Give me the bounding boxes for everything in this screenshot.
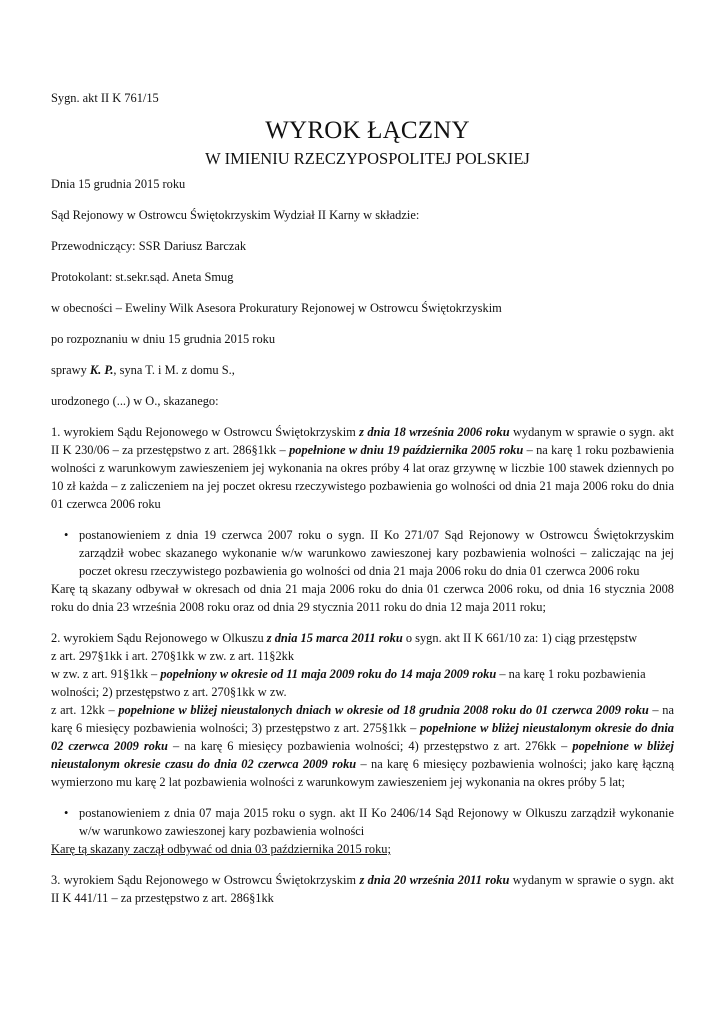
bullet-icon: •: [64, 528, 69, 542]
conviction-3-text: wydanym w sprawie o sygn. akt II K 441/11 – za przestępstwo z art. 286§1kk: [51, 873, 674, 905]
prosecutor-presence: w obecności – Eweliny Wilk Asesora Prokuratury Rejonowej w Ostrowcu Świętokrzyskim: [51, 301, 502, 315]
court-composition: Sąd Rejonowy w Ostrowcu Świętokrzyskim Wydział II Karny w składzie:: [51, 208, 420, 222]
conviction-3-date: z dnia 20 września 2011 roku: [359, 873, 510, 887]
order-text: postanowieniem z dnia 07 maja 2015 roku o sygn. akt II Ko 2406/14 Sąd Rejonowy w Olkuszu zarządził wykonanie w/w warunkowo zawieszonej kary pozbawienia wolności: [79, 806, 674, 838]
conviction-3-text: 3. wyrokiem Sądu Rejonowego w Ostrowcu Świętokrzyskim: [51, 873, 360, 887]
conviction-2-orders: [51, 804, 674, 840]
defendant-name: K. P.: [89, 363, 114, 377]
conviction-2: [51, 629, 674, 791]
conviction-2-offense-date: popełnione w bliżej nieustalonym okresie do dnia 02 czerwca 2009 roku: [51, 721, 674, 753]
conviction-3: [51, 871, 674, 907]
hearing-date: po rozpoznaniu w dniu 15 grudnia 2015 roku: [51, 332, 276, 346]
list-item: [54, 804, 674, 840]
court-clerk: Protokolant: st.sekr.sąd. Aneta Smug: [51, 270, 234, 284]
conviction-2-offense-date: popełnione w bliżej nieustalonym okresie czasu do dnia 02 czerwca 2009 roku: [51, 739, 674, 771]
list-item: [54, 526, 674, 580]
conviction-1-text: – na karę 1 roku pozbawienia wolności z warunkowym zawieszeniem jej wykonania na okres próby 4 lat oraz grzywnę w liczbie 100 stawek dziennych po 10 zł każda – z zaliczeniem na jej poczet okresu rzeczywistego pozbawienia go wolności od dnia 21 maja 2006 roku do dnia 01 czerwca 2006 roku: [51, 443, 674, 511]
order-text: postanowieniem z dnia 19 czerwca 2007 roku o sygn. II Ko 271/07 Sąd Rejonowy w Ostrowcu Świętokrzyskim zarządził wobec skazanego wykonanie w/w warunkowo zawieszonej kary pozbawienia wolności – zaliczając na jej poczet okresu rzeczywistego pozbawienia go wolności od dnia 21 maja 2006 roku do dnia 01 czerwca 2006 roku: [79, 528, 674, 578]
defendant-birth: urodzonego (...) w O., skazanego:: [51, 394, 219, 408]
case-suffix: , syna T. i M. z domu S.,: [113, 363, 235, 377]
conviction-2-text: z art. 12kk –: [51, 703, 119, 717]
conviction-1-offense-date: popełnione w dniu 19 października 2005 roku: [289, 443, 524, 457]
conviction-2-date: z dnia 15 marca 2011 roku: [266, 631, 403, 645]
conviction-1-text: 1. wyrokiem Sądu Rejonowego w Ostrowcu Świętokrzyskim: [51, 425, 360, 439]
conviction-2-text: – na karę 6 miesięcy pozbawienia wolności; 4) przestępstwo z art. 276kk –: [167, 739, 573, 753]
conviction-2-text: – na karę 6 miesięcy pozbawienia wolności; 3) przestępstwo z art. 275§1kk –: [51, 703, 674, 735]
sentence-served-2: Karę tą skazany zaczął odbywać od dnia 03 października 2015 roku;: [51, 842, 391, 856]
conviction-2-text: – na karę 6 miesięcy pozbawienia wolności; jako karę łączną wymierzono mu karę 2 lat pozbawienia wolności z warunkowym zawieszeniem jej wykonania na okres próby 5 lat;: [51, 757, 674, 789]
document-body: [51, 89, 674, 907]
conviction-2-text: w zw. z art. 91§1kk –: [51, 667, 161, 681]
conviction-2-line: z art. 297§1kk i art. 270§1kk w zw. z art. 11§2kk: [51, 649, 295, 663]
conviction-1-text: wydanym w sprawie o sygn. akt II K 230/06 – za przestępstwo z art. 286§1kk –: [51, 425, 674, 457]
bullet-icon: •: [64, 806, 69, 820]
conviction-2-line: [51, 665, 674, 701]
sentence-served-1: Karę tą skazany odbywał w okresach od dnia 21 maja 2006 roku do dnia 01 czerwca 2006 roku, od dnia 16 stycznia 2008 roku do dnia 23 września 2008 roku oraz od dnia 29 stycznia 2011 roku do dnia 12 maja 2011 roku;: [51, 582, 674, 614]
conviction-2-line: [51, 629, 674, 647]
case-signature: Sygn. akt II K 761/15: [51, 91, 159, 105]
conviction-1-date: z dnia 18 września 2006 roku: [359, 425, 510, 439]
conviction-2-offense-date: popełniony w okresie od 11 maja 2009 roku do 14 maja 2009 roku: [160, 667, 497, 681]
conviction-1: [51, 423, 674, 513]
conviction-2-line: [51, 701, 674, 791]
presiding-judge: Przewodniczący: SSR Dariusz Barczak: [51, 239, 247, 253]
conviction-2-offense-date: popełnione w bliżej nieustalonych dniach w okresie od 18 grudnia 2008 roku do 01 czerwca 2009 roku: [118, 703, 649, 717]
judgment-title: WYROK ŁĄCZNY: [265, 117, 470, 144]
case-defendant: [51, 361, 674, 379]
conviction-1-orders: [51, 526, 674, 580]
judgment-date: Dnia 15 grudnia 2015 roku: [51, 177, 186, 191]
case-prefix: sprawy: [51, 363, 90, 377]
judgment-subtitle: W IMIENIU RZECZYPOSPOLITEJ POLSKIEJ: [205, 149, 530, 168]
conviction-2-text: 2. wyrokiem Sądu Rejonowego w Olkuszu: [51, 631, 267, 645]
conviction-2-text: – na karę 1 roku pozbawienia wolności; 2) przestępstwo z art. 270§1kk w zw.: [51, 667, 646, 699]
conviction-2-text: o sygn. akt II K 661/10 za: 1) ciąg przestępstw: [402, 631, 638, 645]
